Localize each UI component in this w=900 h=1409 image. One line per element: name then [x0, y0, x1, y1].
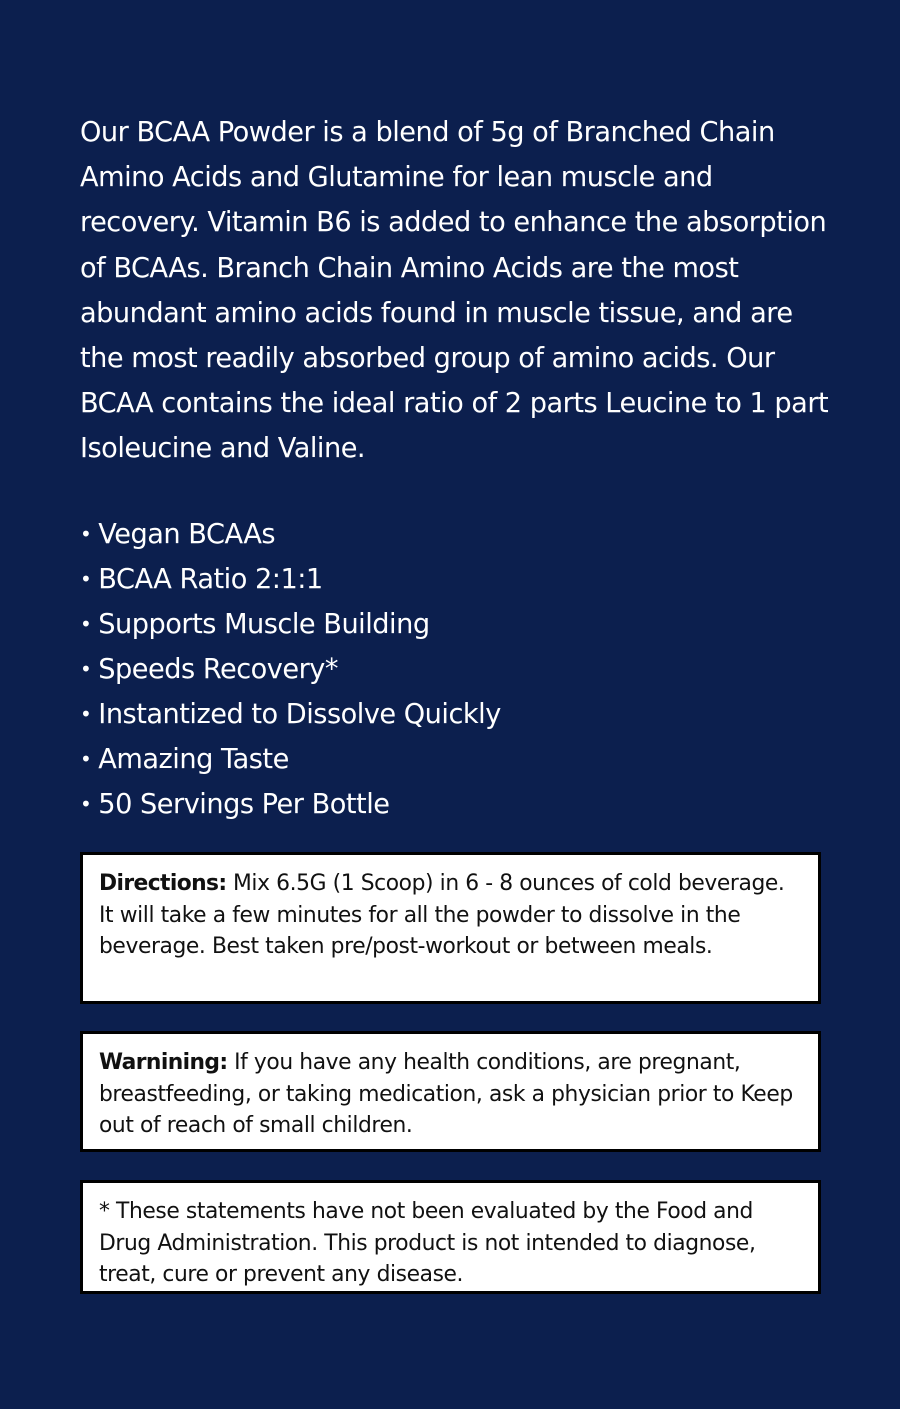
bullet-icon: •: [80, 657, 92, 681]
warning-text: If you have any health conditions, are pregnant, breastfeeding, or taking medication, ask a physician prior to Keep out of reach of small children.: [99, 1050, 793, 1138]
feature-label: Instantized to Dissolve Quickly: [98, 699, 501, 730]
disclaimer-text: * These statements have not been evaluated by the Food and Drug Administration. This product is not intended to diagnose, treat, cure or prevent any disease.: [99, 1199, 756, 1287]
bullet-icon: •: [80, 522, 92, 546]
feature-label: BCAA Ratio 2:1:1: [98, 564, 323, 595]
feature-item: [80, 512, 840, 557]
bullet-icon: •: [80, 747, 92, 771]
warning-paragraph: [99, 1047, 802, 1142]
feature-label: Speeds Recovery*: [98, 654, 338, 685]
feature-item: [80, 782, 840, 827]
directions-paragraph: [99, 868, 802, 963]
product-description: Our BCAA Powder is a blend of 5g of Branched Chain Amino Acids and Glutamine for lean muscle and recovery. Vitamin B6 is added to enhance the absorption of BCAAs. Branch Chain Amino Acids are the most abundant amino acids found in muscle tissue, and are the most readily absorbed group of amino acids. Our BCAA contains the ideal ratio of 2 parts Leucine to 1 part Isoleucine and Valine.: [80, 117, 829, 465]
directions-box: [80, 852, 821, 1004]
bullet-icon: •: [80, 612, 92, 636]
warning-box: [80, 1031, 821, 1152]
feature-item: [80, 692, 840, 737]
feature-label: Vegan BCAAs: [98, 519, 276, 550]
feature-item: [80, 647, 840, 692]
warning-label: Warnining:: [99, 1050, 228, 1075]
directions-text: Mix 6.5G (1 Scoop) in 6 - 8 ounces of cold beverage. It will take a few minutes for all the powder to dissolve in the beverage. Best taken pre/post-workout or between meals.: [99, 871, 785, 959]
feature-label: 50 Servings Per Bottle: [98, 789, 390, 820]
feature-item: [80, 737, 840, 782]
directions-label: Directions:: [99, 871, 227, 896]
feature-label: Amazing Taste: [98, 744, 289, 775]
feature-label: Supports Muscle Building: [98, 609, 430, 640]
bullet-icon: •: [80, 792, 92, 816]
feature-item: [80, 557, 840, 602]
feature-list: [80, 512, 840, 827]
feature-item: [80, 602, 840, 647]
bullet-icon: •: [80, 567, 92, 591]
bullet-icon: •: [80, 702, 92, 726]
disclaimer-box: [80, 1180, 821, 1294]
